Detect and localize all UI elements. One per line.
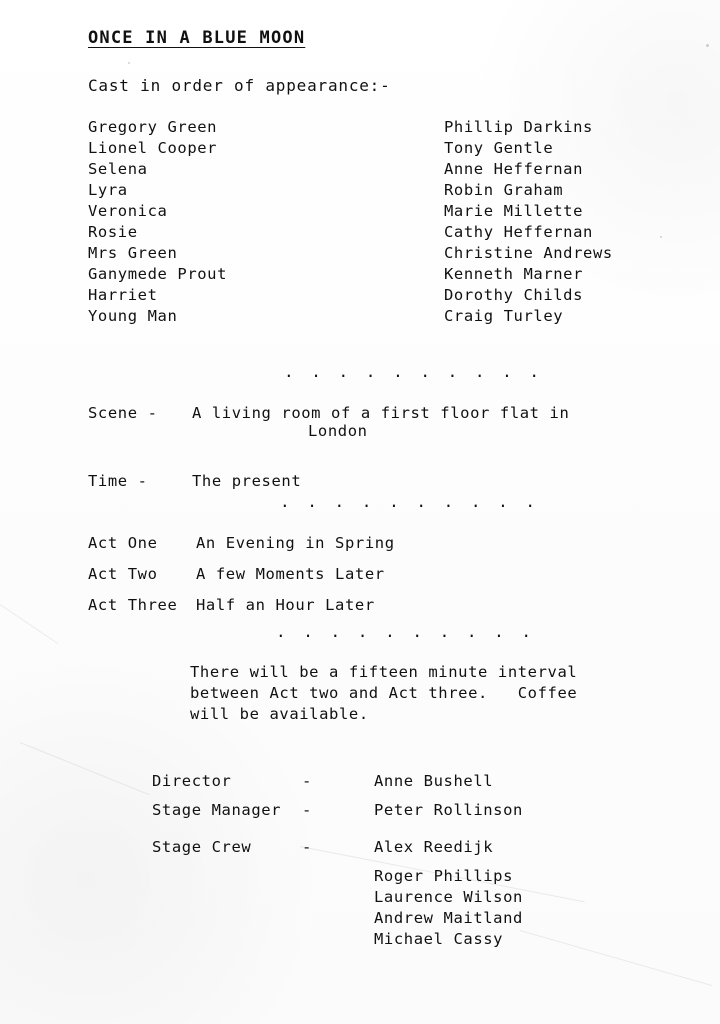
scene-value: A living room of a first floor flat in bbox=[192, 404, 570, 422]
cast-actor: Phillip Darkins bbox=[444, 118, 593, 136]
cast-role: Rosie bbox=[88, 223, 138, 241]
scene-label: Scene - bbox=[88, 404, 158, 422]
cast-row bbox=[88, 160, 648, 181]
cast-row bbox=[88, 265, 648, 286]
crew-name: Laurence Wilson bbox=[374, 888, 523, 906]
crew-row bbox=[152, 867, 672, 888]
scan-speck bbox=[706, 44, 709, 47]
cast-role: Veronica bbox=[88, 202, 168, 220]
scan-speck bbox=[128, 62, 130, 64]
crew-spacer bbox=[152, 867, 374, 888]
act-value: Half an Hour Later bbox=[196, 596, 375, 614]
cast-role: Lyra bbox=[88, 181, 128, 199]
act-value: An Evening in Spring bbox=[196, 534, 395, 552]
cast-actor: Craig Turley bbox=[444, 307, 564, 325]
page-title: ONCE IN A BLUE MOON bbox=[88, 28, 306, 48]
act-list bbox=[88, 534, 648, 627]
credit-row bbox=[152, 838, 672, 867]
cast-actor: Robin Graham bbox=[444, 181, 564, 199]
credit-dash: - bbox=[302, 801, 312, 819]
cast-actor: Kenneth Marner bbox=[444, 265, 584, 283]
credit-name: Peter Rollinson bbox=[374, 801, 523, 819]
cast-role: Selena bbox=[88, 160, 148, 178]
scene-time-block bbox=[88, 404, 648, 490]
credit-name: Anne Bushell bbox=[374, 772, 494, 790]
section-divider: . . . . . . . . . . bbox=[276, 622, 536, 641]
scene-value-continuation: London bbox=[308, 422, 368, 440]
act-row bbox=[88, 565, 648, 596]
cast-role: Lionel Cooper bbox=[88, 139, 218, 157]
credit-dash: - bbox=[302, 838, 312, 856]
cast-role: Young Man bbox=[88, 307, 178, 325]
crew-row bbox=[152, 909, 672, 930]
credit-row bbox=[152, 801, 672, 830]
cast-actor: Dorothy Childs bbox=[444, 286, 584, 304]
cast-actor: Anne Heffernan bbox=[444, 160, 584, 178]
cast-row bbox=[88, 244, 648, 265]
section-divider: . . . . . . . . . . bbox=[284, 362, 544, 381]
time-row bbox=[88, 472, 648, 490]
credit-row bbox=[152, 772, 672, 801]
act-label: Act Three bbox=[88, 596, 178, 614]
crew-spacer bbox=[152, 909, 374, 930]
cast-row bbox=[88, 307, 648, 328]
credits-list bbox=[152, 772, 672, 951]
section-divider: . . . . . . . . . . bbox=[280, 492, 540, 511]
cast-role: Gregory Green bbox=[88, 118, 218, 136]
interval-note bbox=[190, 662, 650, 725]
cast-actor: Cathy Heffernan bbox=[444, 223, 593, 241]
crew-name: Michael Cassy bbox=[374, 930, 504, 948]
interval-line: will be available. bbox=[190, 705, 369, 723]
cast-heading: Cast in order of appearance:- bbox=[88, 76, 391, 95]
credit-dash: - bbox=[302, 772, 312, 790]
credit-role: Stage Manager bbox=[152, 801, 282, 819]
crew-name: Andrew Maitland bbox=[374, 909, 523, 927]
cast-row bbox=[88, 286, 648, 307]
paper-crease bbox=[20, 742, 150, 795]
cast-role: Mrs Green bbox=[88, 244, 178, 262]
cast-actor: Marie Millette bbox=[444, 202, 584, 220]
cast-actor: Christine Andrews bbox=[444, 244, 613, 262]
scene-row bbox=[88, 404, 648, 422]
paper-crease bbox=[0, 604, 58, 644]
scan-speck bbox=[660, 236, 662, 238]
interval-line: between Act two and Act three. Coffee bbox=[190, 684, 578, 702]
credit-name: Alex Reedijk bbox=[374, 838, 494, 856]
crew-name: Roger Phillips bbox=[374, 867, 514, 885]
act-label: Act One bbox=[88, 534, 158, 552]
cast-row bbox=[88, 181, 648, 202]
cast-row bbox=[88, 118, 648, 139]
crew-row bbox=[152, 888, 672, 909]
act-row bbox=[88, 534, 648, 565]
cast-role: Ganymede Prout bbox=[88, 265, 228, 283]
credit-role: Director bbox=[152, 772, 232, 790]
crew-spacer bbox=[152, 930, 374, 951]
act-value: A few Moments Later bbox=[196, 565, 385, 583]
cast-row bbox=[88, 139, 648, 160]
act-label: Act Two bbox=[88, 565, 158, 583]
credit-role: Stage Crew bbox=[152, 838, 252, 856]
time-label: Time - bbox=[88, 472, 148, 490]
cast-row bbox=[88, 223, 648, 244]
time-value: The present bbox=[192, 472, 302, 490]
cast-actor: Tony Gentle bbox=[444, 139, 554, 157]
cast-list bbox=[88, 118, 648, 328]
crew-row bbox=[152, 930, 672, 951]
interval-line: There will be a fifteen minute interval bbox=[190, 663, 578, 681]
cast-row bbox=[88, 202, 648, 223]
cast-role: Harriet bbox=[88, 286, 158, 304]
crew-spacer bbox=[152, 888, 374, 909]
